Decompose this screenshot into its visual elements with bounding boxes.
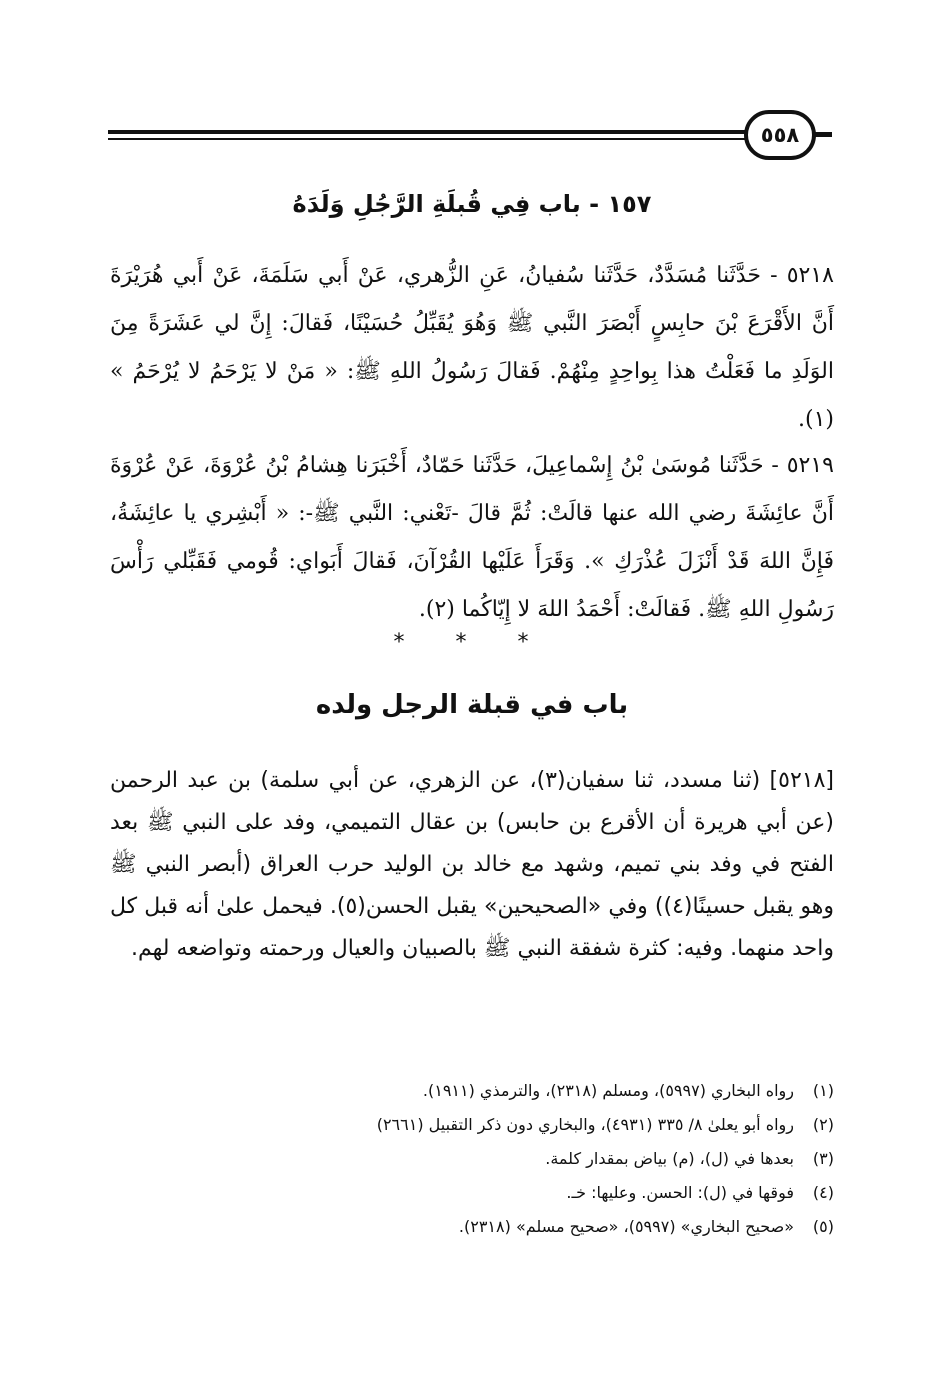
footnote-text: رواه البخاري (٥٩٩٧)، ومسلم (٢٣١٨)، والترمذي (١٩١١). <box>422 1081 794 1100</box>
footnote-item <box>110 1108 834 1142</box>
footnote-item <box>110 1176 834 1210</box>
hadith-text: ٥٢١٩ - حَدَّثَنا مُوسَىٰ بْنُ إِسْماعِيلَ، حَدَّثَنا حَمّادٌ، أَخْبَرَنا هِشامُ بْنُ عُرْوَةَ، عَنْ عُرْوَةَ أَنَّ عائِشَةَ رضي الله عنها قالَتْ: ثُمَّ قالَ -تَعْني: النَّبي ﷺ-: « أَبْشِري يا عائِشَةُ، فَإِنَّ اللهَ قَدْ أَنْزَلَ عُذْرَكِ ». وَقَرَأَ عَلَيْها القُرْآنَ، فَقالَ أَبَواي: قُومي فَقَبِّلي رَأْسَ رَسُولِ اللهِ ﷺ. فَقالَتْ: أَحْمَدُ اللهَ لا إِيّاكُما (٢). <box>110 453 834 622</box>
footnotes <box>110 1074 834 1244</box>
hadith-text: ٥٢١٨ - حَدَّثَنا مُسَدَّدٌ، حَدَّثَنا سُفيانُ، عَنِ الزُّهري، عَنْ أَبي سَلَمَةَ، عَنْ أَبي هُرَيْرَةَ أَنَّ الأَقْرَعَ بْنَ حابِسٍ أَبْصَرَ النَّبي ﷺ وَهُوَ يُقَبِّلُ حُسَيْنًا، فَقالَ: إِنَّ لي عَشَرَةً مِنَ الوَلَدِ ما فَعَلْتُ هذا بِواحِدٍ مِنْهُمْ. فَقالَ رَسُولُ اللهِ ﷺ: « مَنْ لا يَرْحَمُ لا يُرْحَمُ » (١). <box>110 263 834 432</box>
footnote-item <box>110 1210 834 1244</box>
hadith-5219 <box>110 442 834 634</box>
footnote-text: فوقها في (ل): الحسن. وعليها: خـ. <box>566 1183 794 1202</box>
hadith-5218 <box>110 252 834 444</box>
footnote-text: «صحيح البخاري» (٥٩٩٧)، «صحيح مسلم» (٢٣١٨). <box>458 1217 794 1236</box>
footnote-number: (٣) <box>812 1149 834 1168</box>
footnote-item <box>110 1074 834 1108</box>
footnote-item <box>110 1142 834 1176</box>
commentary-text: [٥٢١٨] (ثنا مسدد، ثنا سفيان(٣)، عن الزهري، عن أبي سلمة) بن عبد الرحمن (عن أبي هريرة أن الأقرع بن حابس) بن عقال التميمي، وفد على النبي ﷺ بعد الفتح في وفد بني تميم، وشهد مع خالد بن الوليد حرب العراق (أبصر النبي ﷺ وهو يقبل حسينًا(٤)) وفي «الصحيحين» يقبل الحسن(٥). فيحمل علىٰ أنه قبل كل واحد منهما. وفيه: كثرة شفقة النبي ﷺ بالصبيان والعيال ورحمته وتواضعه لهم. <box>110 768 834 961</box>
page-number: ٥٥٨ <box>744 110 816 160</box>
footnote-number: (١) <box>812 1081 834 1100</box>
commentary-title: باب في قبلة الرجل ولده <box>315 690 629 720</box>
header-rule-thick <box>108 130 748 134</box>
page-header <box>108 100 832 170</box>
footnote-number: (٤) <box>812 1183 834 1202</box>
footnote-text: بعدها في (ل)، (م) بياض بمقدار كلمة. <box>545 1149 794 1168</box>
footnote-number: (٢) <box>812 1115 834 1134</box>
section-separator: * * * <box>393 630 551 655</box>
footnote-number: (٥) <box>812 1217 834 1236</box>
header-rule-thin <box>108 138 748 140</box>
chapter-title: ١٥٧ - باب فِي قُبلَةِ الرَّجُلِ وَلَدَهُ <box>292 190 652 218</box>
footnote-text: رواه أبو يعلىٰ ٨/ ٣٣٥ (٤٩٣١)، والبخاري دون ذكر التقبيل (٢٦٦١) <box>376 1115 794 1134</box>
